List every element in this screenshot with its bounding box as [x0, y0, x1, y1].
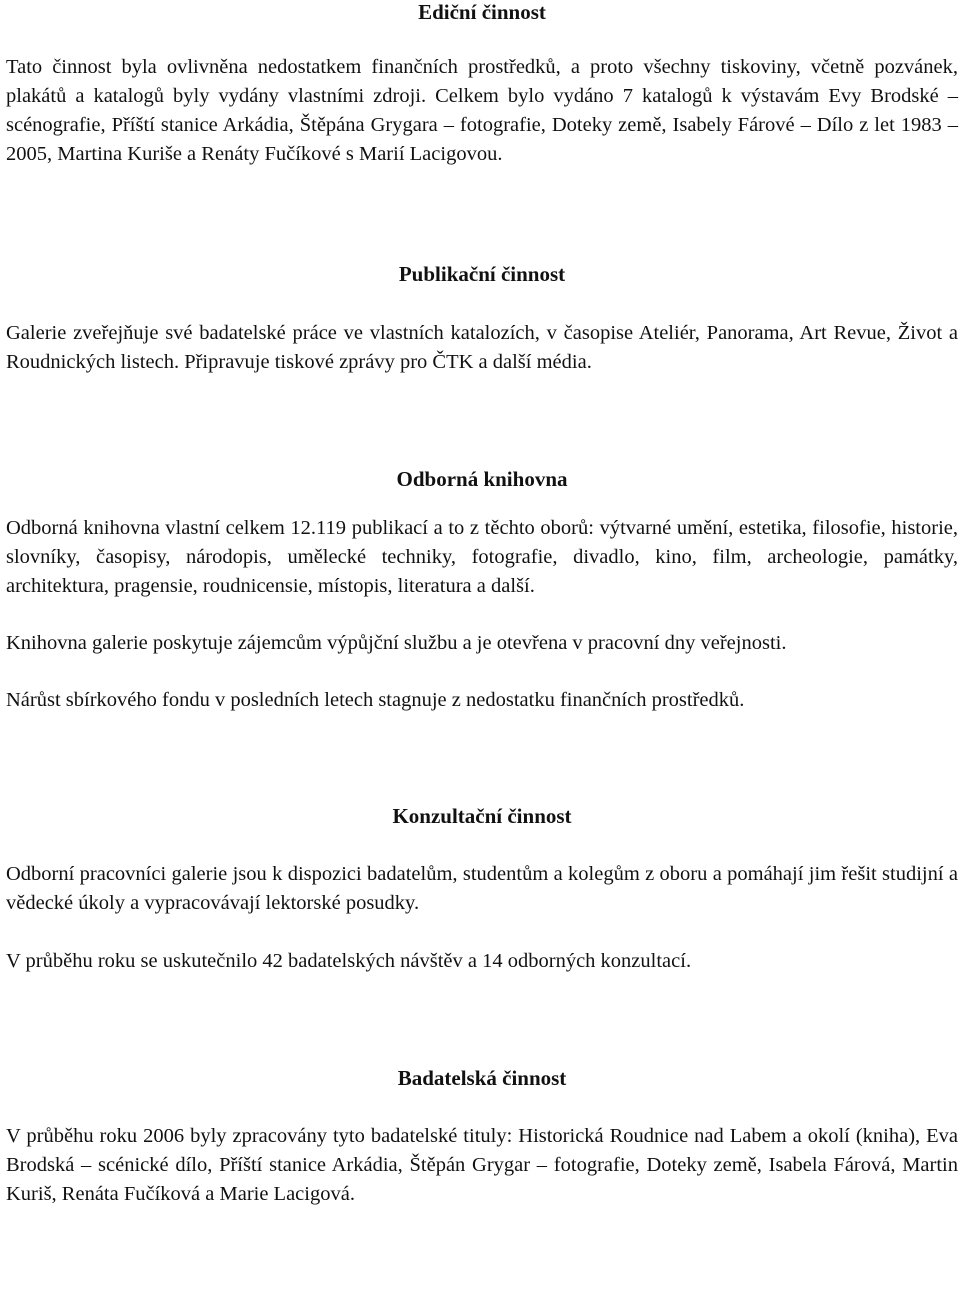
- section-heading-badatelska: Badatelská činnost: [397, 1066, 567, 1090]
- paragraph-konzultacni-2: V průběhu roku se uskutečnilo 42 badatelských návštěv a 14 odborných konzultací.: [6, 950, 692, 972]
- paragraph-badatelska: V průběhu roku 2006 byly zpracovány tyto badatelské tituly: Historická Roudnice nad Labem a okolí (kniha), Eva Brodská – scénické dílo, Příští stanice Arkádia, Štěpán Grygar – fotografie, Doteky země, Isabela Fárová, Martin Kuriš, Renáta Fučíková a Marie Lacigová.: [6, 1125, 958, 1205]
- section-heading-konzultacni: Konzultační činnost: [392, 804, 572, 828]
- paragraph-konzultacni-1: Odborní pracovníci galerie jsou k dispozici badatelům, studentům a kolegům z oboru a pomáhají jim řešit studijní a vědecké úkoly a vypracovávají lektorské posudky.: [6, 863, 958, 914]
- paragraph-edicni: Tato činnost byla ovlivněna nedostatkem finančních prostředků, a proto všechny tiskoviny, včetně pozvánek, plakátů a katalogů byly vydány vlastními zdroji. Celkem bylo vydáno 7 katalogů k výstavám Evy Brodské – scénografie, Příští stanice Arkádia, Štěpána Grygara – fotografie, Doteky země, Isabely Fárové – Dílo z let 1983 – 2005, Martina Kuriše a Renáty Fučíkové s Marií Lacigovou.: [6, 56, 958, 165]
- paragraph-knihovna-2: Knihovna galerie poskytuje zájemcům výpůjční službu a je otevřena v pracovní dny veřejnosti.: [6, 632, 787, 654]
- section-heading-edicni: Ediční činnost: [418, 0, 546, 24]
- section-heading-knihovna: Odborná knihovna: [396, 467, 568, 491]
- section-heading-publikacni: Publikační činnost: [398, 262, 566, 286]
- document-page: [6, 0, 958, 1209]
- paragraph-publikacni: Galerie zveřejňuje své badatelské práce ve vlastních katalozích, v časopise Ateliér, Panorama, Art Revue, Život a Roudnických listech. Připravuje tiskové zprávy pro ČTK a další média.: [6, 322, 958, 373]
- paragraph-knihovna-3: Nárůst sbírkového fondu v posledních letech stagnuje z nedostatku finančních prostředků.: [6, 689, 745, 711]
- paragraph-knihovna-1: Odborná knihovna vlastní celkem 12.119 publikací a to z těchto oborů: výtvarné umění, estetika, filosofie, historie, slovníky, časopisy, národopis, umělecké techniky, fotografie, divadlo, kino, film, archeologie, památky, architektura, pragensie, roudnicensie, místopis, literatura a další.: [6, 517, 958, 597]
